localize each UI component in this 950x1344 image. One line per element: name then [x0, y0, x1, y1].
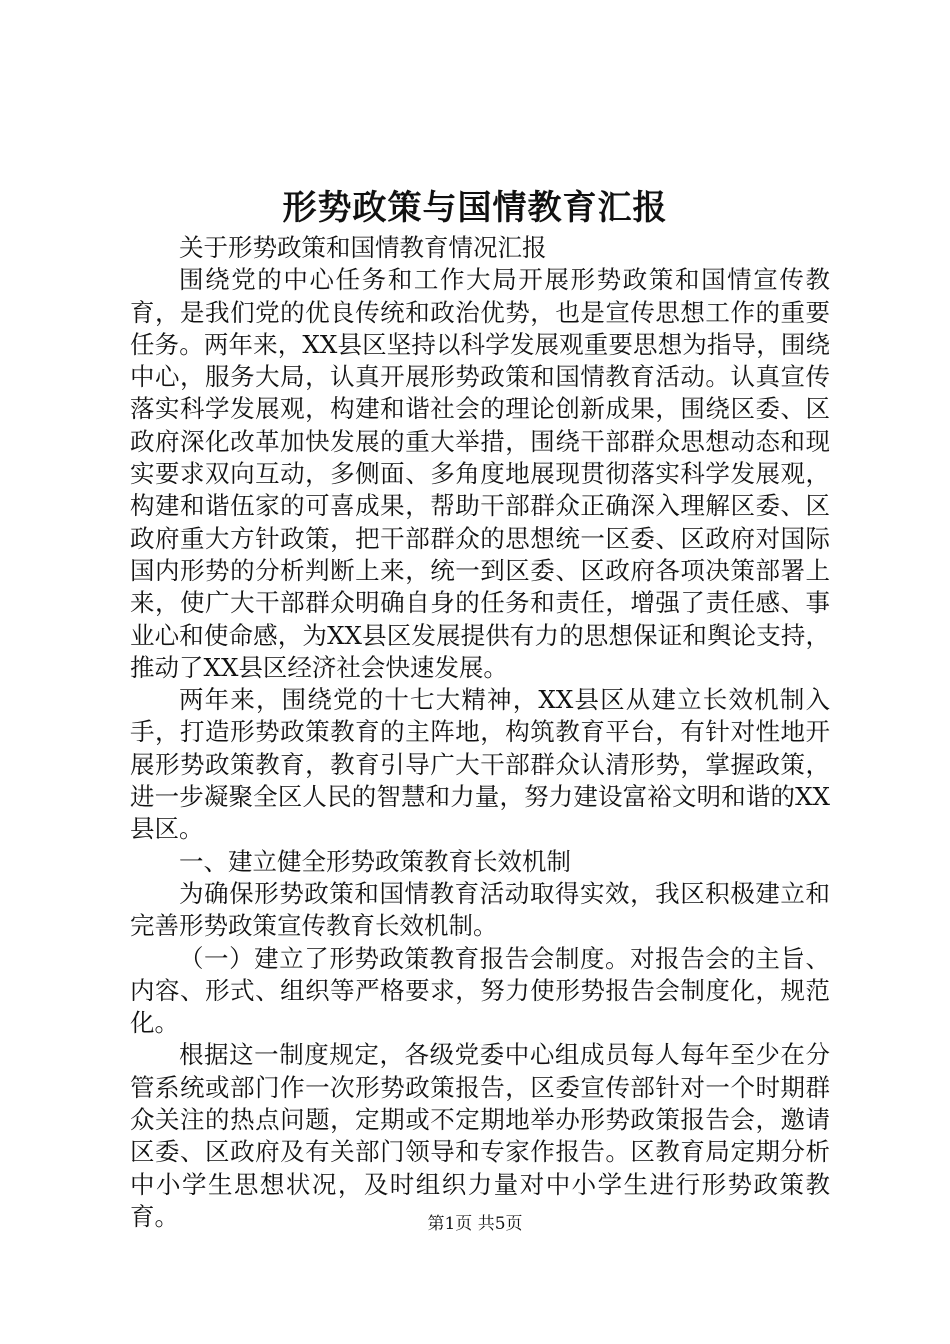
page-number: 第1页 共5页: [427, 1214, 523, 1234]
document-title: 形势政策与国情教育汇报: [282, 188, 668, 228]
paragraph-two-years: 两年来，围绕党的十七大精神，XX县区从建立长效机制入手，打造形势政策教育的主阵地，构筑教育平台，有针对性地开展形势政策教育，教育引导广大干部群众认清形势，掌握政策，进一步凝聚全区人民的智慧和力量，努力建设富裕文明和谐的XX县区。: [130, 685, 830, 844]
paragraph-intro: 围绕党的中心任务和工作大局开展形势政策和国情宣传教育，是我们党的优良传统和政治优势，也是宣传思想工作的重要任务。两年来，XX县区坚持以科学发展观重要思想为指导，围绕中心，服务大局，认真开展形势政策和国情教育活动。认真宣传落实科学发展观，构建和谐社会的理论创新成果，围绕区委、区政府深化改革加快发展的重大举措，围绕干部群众思想动态和现实要求双向互动，多侧面、多角度地展现贯彻落实科学发展观，构建和谐伍家的可喜成果，帮助干部群众正确深入理解区委、区政府重大方针政策，把干部群众的思想统一区委、区政府对国际国内形势的分析判断上来，统一到区委、区政府各项决策部署上来，使广大干部群众明确自身的任务和责任，增强了责任感、事业心和使命感，为XX县区发展提供有力的思想保证和舆论支持，推动了XX县区经济社会快速发展。: [130, 265, 830, 682]
paragraph-regulation: 根据这一制度规定，各级党委中心组成员每人每年至少在分管系统或部门作一次形势政策报告，区委宣传部针对一个时期群众关注的热点问题，定期或不定期地举办形势政策报告会，邀请区委、区政府及有关部门领导和专家作报告。区教育局定期分析中小学生思想状况，及时组织力量对中小学生进行形势政策教育。: [130, 1040, 830, 1231]
paragraph-mechanism: 为确保形势政策和国情教育活动取得实效，我区积极建立和完善形势政策宣传教育长效机制。: [130, 878, 830, 941]
paragraph-subsection-1: （一）建立了形势政策教育报告会制度。对报告会的主旨、内容、形式、组织等严格要求，努力使形势报告会制度化，规范化。: [130, 943, 830, 1038]
document-body: [130, 232, 830, 1233]
paragraph-subtitle: 关于形势政策和国情教育情况汇报: [179, 233, 547, 262]
section-heading-1: 一、建立健全形势政策教育长效机制: [179, 846, 571, 876]
